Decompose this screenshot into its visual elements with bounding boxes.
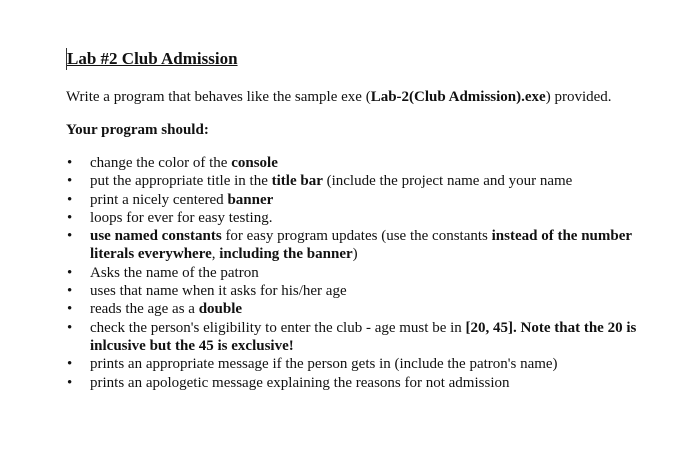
bullet-icon: • — [67, 264, 73, 281]
list-item — [66, 227, 666, 264]
list-item — [66, 154, 666, 172]
list-item — [66, 264, 666, 282]
list-item — [66, 355, 666, 373]
bullet-icon: • — [67, 209, 73, 226]
bullet-icon: • — [67, 228, 73, 245]
bold-text: [20, 45]. Note that the 20 is inlcusive but the 45 is exclusive! — [90, 319, 637, 354]
text-segment: ) provided. — [545, 89, 612, 105]
text-segment: print a nicely centered — [90, 191, 228, 208]
intro-paragraph — [66, 87, 666, 107]
text-segment: , — [211, 246, 220, 263]
subheading: Your program should: — [66, 122, 209, 138]
text-segment: reads the age as a — [90, 301, 199, 318]
list-item — [66, 209, 666, 227]
bold-text: Lab-2(Club Admission).exe — [370, 89, 546, 105]
bold-text: banner — [227, 191, 274, 208]
bullet-icon: • — [67, 356, 73, 373]
bold-text: use named constants — [90, 228, 222, 245]
bold-text: console — [231, 155, 278, 171]
bold-text: including the banner — [219, 246, 353, 263]
bold-text: double — [198, 301, 243, 318]
bold-text: title bar — [271, 173, 323, 190]
text-segment: loops for ever for easy testing. — [90, 209, 273, 226]
bold-text: instead of the number literals everywhere — [90, 228, 632, 263]
list-item — [66, 300, 666, 318]
list-item — [66, 282, 666, 300]
list-item — [66, 191, 666, 209]
bullet-icon: • — [67, 191, 73, 208]
list-item — [66, 374, 666, 392]
bullet-icon: • — [67, 173, 73, 190]
bullet-icon: • — [67, 374, 73, 391]
text-segment: uses that name when it asks for his/her age — [90, 283, 347, 300]
text-segment: put the appropriate title in the — [90, 173, 272, 190]
text-segment: check the person's eligibility to enter the club - age must be in — [90, 319, 466, 336]
requirements-list — [66, 154, 666, 392]
text-segment: prints an appropriate message if the person gets in (include the patron's name) — [90, 356, 558, 373]
bullet-icon: • — [67, 283, 73, 300]
bullet-icon: • — [67, 301, 73, 318]
text-segment: change the color of the — [90, 155, 232, 171]
list-item — [66, 172, 666, 190]
text-segment: (include the project name and your name — [322, 173, 573, 190]
text-segment: ) — [352, 246, 358, 263]
bullet-icon: • — [67, 155, 73, 171]
text-segment: prints an apologetic message explaining the reasons for not admission — [90, 374, 510, 391]
list-item — [66, 319, 666, 356]
text-segment: Asks the name of the patron — [90, 264, 259, 281]
bullet-icon: • — [67, 319, 73, 336]
document-page — [66, 48, 666, 392]
text-segment: Write a program that behaves like the sample exe ( — [66, 89, 371, 105]
text-segment: for easy program updates (use the constants — [221, 228, 492, 245]
document-title: Lab #2 Club Admission — [66, 48, 666, 70]
